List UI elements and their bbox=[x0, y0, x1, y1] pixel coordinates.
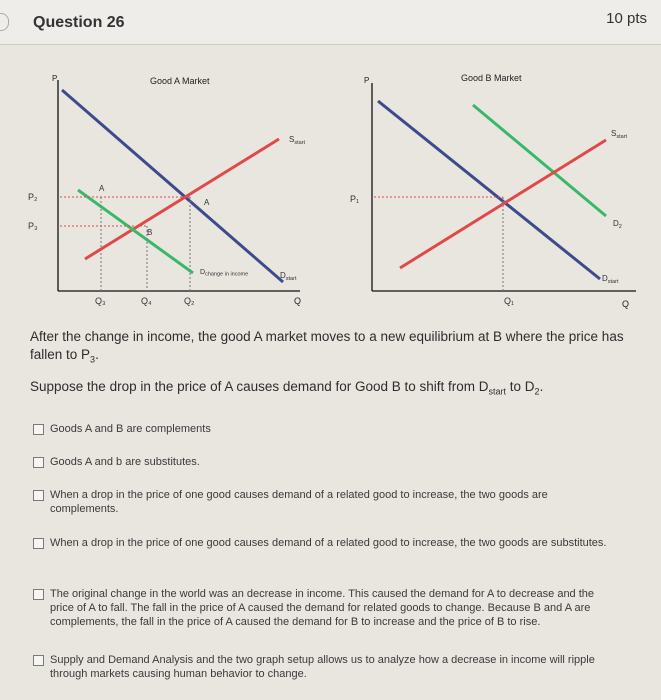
option-6-label: Supply and Demand Analysis and the two graph setup allows us to analyze how a decrease in income will ripple through markets causing human behavior to change. bbox=[50, 654, 595, 680]
chart-a-label-demand-change: $D_{change in income}$ bbox=[200, 269, 249, 278]
chart-a-tick-p3: P₃ bbox=[28, 221, 38, 231]
chart-b-y-label: P bbox=[364, 76, 370, 85]
paragraph-2-end: . bbox=[539, 379, 544, 394]
question-title: Question 26 bbox=[33, 14, 125, 31]
chart-a-tick-q4: Q₄ bbox=[141, 296, 152, 306]
option-2[interactable] bbox=[33, 455, 200, 469]
collapse-icon[interactable] bbox=[0, 13, 9, 31]
chart-b-tick-p1: P₁ bbox=[350, 194, 360, 204]
paragraph-1-subscript: 3 bbox=[90, 354, 96, 365]
paragraph-demand-shift bbox=[30, 378, 640, 401]
question-header bbox=[0, 0, 661, 45]
chart-b-series-demand-2 bbox=[473, 105, 606, 216]
chart-a-point-a: A bbox=[204, 198, 210, 207]
paragraph-1-text: After the change in income, the good A market moves to a new equilibrium at B where the price has fallen to P bbox=[30, 329, 624, 362]
paragraph-2-sub-2: 2 bbox=[534, 386, 540, 397]
chart-a-label-supply: $S_{start}$ bbox=[289, 135, 306, 146]
option-2-label: Goods A and b are substitutes. bbox=[50, 456, 200, 468]
paragraph-2-text: Suppose the drop in the price of A causes demand for Good B to shift from D bbox=[30, 379, 489, 394]
option-5-checkbox[interactable] bbox=[33, 589, 44, 600]
chart-a-tick-q2: Q₂ bbox=[184, 296, 195, 306]
option-1-checkbox[interactable] bbox=[33, 424, 44, 435]
paragraph-1-end: . bbox=[95, 347, 99, 362]
chart-a-tick-p2: P₂ bbox=[28, 192, 38, 202]
chart-b-x-label: Q bbox=[622, 299, 630, 309]
option-4[interactable] bbox=[33, 536, 606, 550]
chart-b-label-demand-2: $D_2$ bbox=[613, 219, 622, 230]
chart-b-series-demand-start bbox=[378, 101, 600, 279]
option-3[interactable] bbox=[33, 488, 610, 516]
option-2-checkbox[interactable] bbox=[33, 457, 44, 468]
option-3-checkbox[interactable] bbox=[33, 490, 44, 501]
option-1-label: Goods A and B are complements bbox=[50, 423, 211, 435]
chart-a-x-label: Q bbox=[294, 296, 302, 306]
chart-a-point-b: B bbox=[147, 228, 153, 237]
chart-a-point-a-upper: A bbox=[99, 184, 105, 193]
chart-a-title: Good A Market bbox=[150, 76, 210, 86]
paragraph-2-sub-start: start bbox=[488, 386, 507, 397]
paragraph-equilibrium bbox=[30, 328, 640, 369]
option-1[interactable] bbox=[33, 422, 211, 436]
paragraph-2-mid: to D bbox=[506, 379, 535, 394]
chart-b-series-supply-start bbox=[400, 140, 606, 268]
charts-area bbox=[0, 45, 661, 335]
chart-good-b bbox=[350, 73, 636, 309]
option-5[interactable] bbox=[33, 587, 610, 629]
question-body bbox=[0, 45, 661, 700]
option-4-label: When a drop in the price of one good causes demand of a related good to increase, the two goods are substitutes. bbox=[50, 537, 607, 549]
chart-b-title: Good B Market bbox=[461, 73, 522, 83]
chart-a-tick-q3: Q₃ bbox=[95, 296, 106, 306]
option-5-label: The original change in the world was an decrease in income. This caused the demand for A to decrease and the price of A to fall. The fall in the price of A caused the demand for related goods to change. Because B and A are complements, the fall in the price of A caused the demand for B to increase and the price of B to rise. bbox=[50, 588, 595, 628]
chart-a-label-demand-start: $D_{start}$ bbox=[280, 271, 297, 282]
chart-b-tick-q1: Q₁ bbox=[504, 296, 515, 306]
chart-b-label-supply: $S_{start}$ bbox=[611, 129, 628, 140]
option-4-checkbox[interactable] bbox=[33, 538, 44, 549]
option-6-checkbox[interactable] bbox=[33, 655, 44, 666]
chart-a-series-supply-start bbox=[85, 139, 279, 259]
chart-a-y-label: P bbox=[52, 74, 58, 83]
option-6[interactable] bbox=[33, 653, 610, 681]
chart-good-a bbox=[28, 74, 306, 306]
option-3-label: When a drop in the price of one good causes demand of a related good to increase, the two goods are complements. bbox=[50, 489, 548, 515]
chart-b-label-demand-start: $D_{start}$ bbox=[602, 274, 619, 285]
question-points: 10 pts bbox=[606, 10, 647, 27]
